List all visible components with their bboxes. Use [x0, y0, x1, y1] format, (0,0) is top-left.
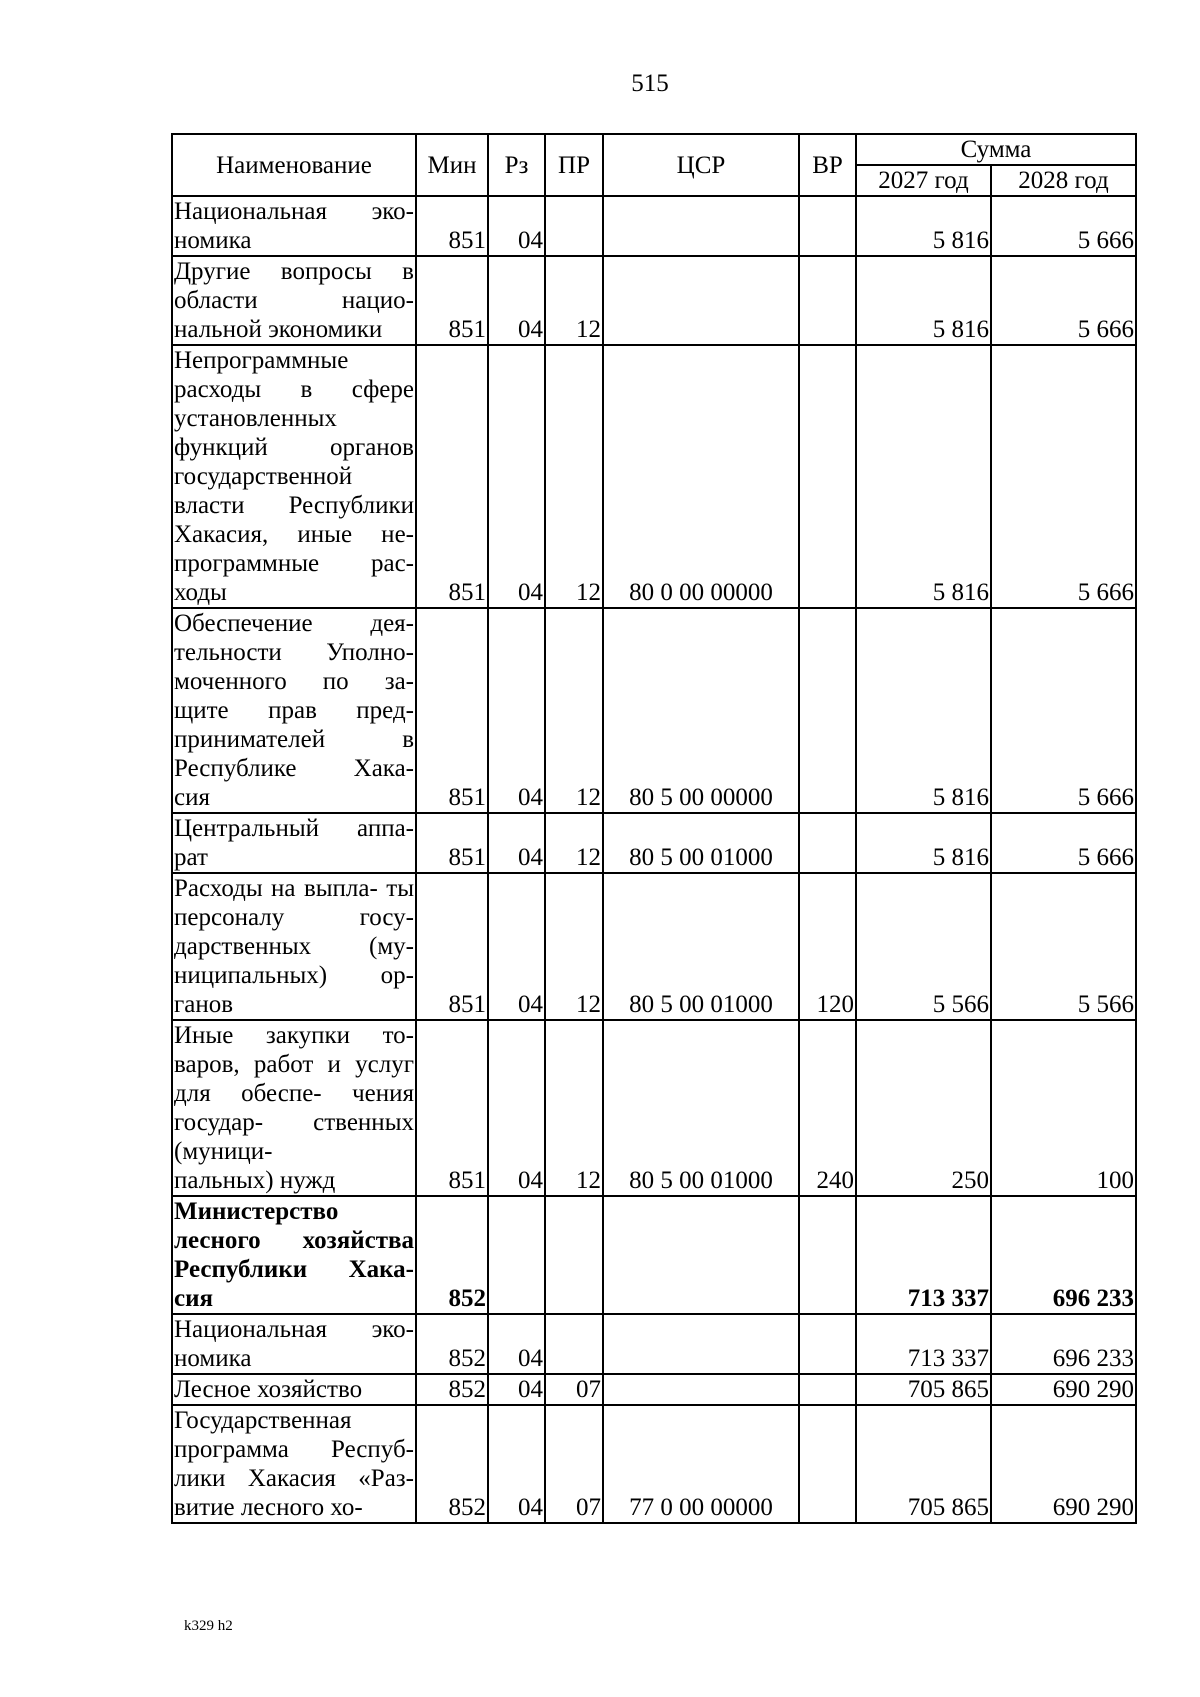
cell-csr: 80 5 00 01000: [603, 813, 799, 873]
cell-pr: 12: [545, 608, 603, 813]
header-year-2028: 2028 год: [991, 165, 1136, 196]
cell-pr: 07: [545, 1374, 603, 1405]
cell-name: [172, 345, 416, 608]
name-line: функций органов: [174, 434, 414, 461]
cell-2027: 5 816: [856, 196, 991, 256]
cell-pr: 12: [545, 813, 603, 873]
cell-name: [172, 608, 416, 813]
cell-pr: 12: [545, 1020, 603, 1196]
header-pr: ПР: [545, 134, 603, 196]
cell-min: 851: [416, 813, 488, 873]
name-line: ниципальных) ор-: [174, 962, 414, 989]
cell-2028: 5 666: [991, 196, 1136, 256]
page-number: 515: [631, 70, 669, 97]
cell-vr: [799, 256, 856, 345]
header-rz: Рз: [488, 134, 545, 196]
cell-vr: [799, 608, 856, 813]
cell-csr: [603, 1314, 799, 1374]
table-row: [172, 256, 1136, 345]
name-line: тельности Уполно-: [174, 639, 414, 666]
cell-csr: [603, 1196, 799, 1314]
name-line: лики Хакасия «Раз-: [174, 1465, 414, 1492]
name-line: чения государ-: [174, 1080, 415, 1136]
name-line: государственной: [174, 463, 353, 490]
cell-2027: 250: [856, 1020, 991, 1196]
cell-name: [172, 1196, 416, 1314]
cell-rz: 04: [488, 345, 545, 608]
cell-2027: 705 865: [856, 1405, 991, 1523]
table-body: [172, 196, 1136, 1523]
cell-2027: 5 816: [856, 345, 991, 608]
cell-rz: 04: [488, 1020, 545, 1196]
cell-2027: 5 816: [856, 608, 991, 813]
cell-2027: 705 865: [856, 1374, 991, 1405]
cell-name: [172, 873, 416, 1020]
cell-csr: 80 5 00 01000: [603, 873, 799, 1020]
cell-2028: 690 290: [991, 1374, 1136, 1405]
header-csr: ЦСР: [603, 134, 799, 196]
name-line: Лесное хозяйство: [174, 1376, 363, 1403]
name-line: услуг для обеспе-: [174, 1051, 414, 1107]
name-line: принимателей в: [174, 726, 414, 753]
cell-2028: 5 666: [991, 345, 1136, 608]
cell-pr: 12: [545, 873, 603, 1020]
name-line: власти Республики: [174, 492, 414, 519]
cell-vr: [799, 1196, 856, 1314]
cell-rz: 04: [488, 608, 545, 813]
cell-vr: 120: [799, 873, 856, 1020]
cell-name: [172, 1314, 416, 1374]
name-line: расходы в сфере: [174, 376, 414, 403]
cell-2027: 5 816: [856, 256, 991, 345]
header-min: Мин: [416, 134, 488, 196]
cell-vr: [799, 1374, 856, 1405]
cell-pr: 12: [545, 345, 603, 608]
name-line: дарственных (му-: [174, 933, 414, 960]
cell-pr: [545, 1196, 603, 1314]
header-year-2027: 2027 год: [856, 165, 991, 196]
name-line: нальной экономики: [174, 316, 383, 343]
cell-2028: 696 233: [991, 1196, 1136, 1314]
name-line: номика: [174, 1345, 252, 1372]
name-line: пальных) нужд: [174, 1167, 336, 1194]
name-line: Республики Хака-: [174, 1256, 414, 1283]
cell-min: 851: [416, 1020, 488, 1196]
name-line: рат: [174, 844, 208, 871]
cell-csr: 80 5 00 01000: [603, 1020, 799, 1196]
cell-min: 851: [416, 345, 488, 608]
cell-2028: 696 233: [991, 1314, 1136, 1374]
cell-2028: 5 666: [991, 813, 1136, 873]
cell-rz: 04: [488, 1405, 545, 1523]
footer-code: k329 h2: [184, 1618, 233, 1634]
cell-csr: 80 0 00 00000: [603, 345, 799, 608]
name-line: номика: [174, 227, 252, 254]
name-line: Другие вопросы в: [174, 258, 414, 285]
cell-min: 852: [416, 1405, 488, 1523]
name-line: Иные закупки то-: [174, 1022, 414, 1049]
cell-pr: [545, 1314, 603, 1374]
cell-name: [172, 1374, 416, 1405]
name-line: Непрограммные: [174, 347, 349, 374]
name-line: программные рас-: [174, 550, 414, 577]
cell-min: 851: [416, 256, 488, 345]
name-line: лесного хозяйства: [174, 1227, 414, 1254]
cell-vr: [799, 813, 856, 873]
cell-rz: 04: [488, 873, 545, 1020]
table-row: [172, 1374, 1136, 1405]
cell-rz: 04: [488, 196, 545, 256]
cell-2028: 100: [991, 1020, 1136, 1196]
cell-min: 851: [416, 608, 488, 813]
name-line: Министерство: [174, 1198, 339, 1225]
budget-table: [171, 133, 1137, 1524]
cell-vr: [799, 1314, 856, 1374]
table-row: [172, 1314, 1136, 1374]
name-line: области нацио-: [174, 287, 414, 314]
cell-min: 852: [416, 1196, 488, 1314]
name-line: щите прав пред-: [174, 697, 414, 724]
cell-csr: [603, 256, 799, 345]
cell-rz: 04: [488, 813, 545, 873]
name-line: Хакасия, иные не-: [174, 521, 414, 548]
cell-2028: 5 566: [991, 873, 1136, 1020]
name-line: Расходы на выпла-: [174, 875, 378, 902]
header-vr: ВР: [799, 134, 856, 196]
cell-pr: 07: [545, 1405, 603, 1523]
table-row: [172, 345, 1136, 608]
cell-vr: [799, 1405, 856, 1523]
cell-csr: [603, 196, 799, 256]
cell-2027: 713 337: [856, 1314, 991, 1374]
cell-2028: 690 290: [991, 1405, 1136, 1523]
cell-2027: 713 337: [856, 1196, 991, 1314]
name-line: установленных: [174, 405, 337, 432]
cell-pr: [545, 196, 603, 256]
cell-2028: 5 666: [991, 256, 1136, 345]
name-line: варов, работ и: [174, 1051, 341, 1078]
cell-min: 851: [416, 873, 488, 1020]
header-sum: Сумма: [856, 134, 1136, 165]
cell-name: [172, 256, 416, 345]
cell-vr: 240: [799, 1020, 856, 1196]
cell-rz: [488, 1196, 545, 1314]
table-row: [172, 813, 1136, 873]
cell-vr: [799, 196, 856, 256]
name-line: ты персоналу госу-: [174, 875, 414, 931]
table-row: [172, 873, 1136, 1020]
name-line: Центральный аппа-: [174, 815, 414, 842]
cell-2027: 5 816: [856, 813, 991, 873]
name-line: сия: [174, 784, 210, 811]
table-row: [172, 1020, 1136, 1196]
name-line: Национальная эко-: [174, 198, 414, 225]
cell-name: [172, 1020, 416, 1196]
table-row: [172, 1196, 1136, 1314]
cell-rz: 04: [488, 256, 545, 345]
table-row: [172, 608, 1136, 813]
name-line: витие лесного хо-: [174, 1494, 363, 1521]
cell-csr: 77 0 00 00000: [603, 1405, 799, 1523]
name-line: Государственная: [174, 1407, 352, 1434]
cell-rz: 04: [488, 1374, 545, 1405]
cell-csr: [603, 1374, 799, 1405]
table-row: [172, 1405, 1136, 1523]
cell-rz: 04: [488, 1314, 545, 1374]
name-line: сия: [174, 1285, 214, 1312]
name-line: Республике Хака-: [174, 755, 414, 782]
name-line: Национальная эко-: [174, 1316, 414, 1343]
name-line: ходы: [174, 579, 227, 606]
name-line: Обеспечение дея-: [174, 610, 414, 637]
cell-min: 852: [416, 1374, 488, 1405]
name-line: ганов: [174, 991, 234, 1018]
cell-min: 852: [416, 1314, 488, 1374]
cell-min: 851: [416, 196, 488, 256]
name-line: моченного по за-: [174, 668, 414, 695]
cell-name: [172, 813, 416, 873]
table-row: [172, 196, 1136, 256]
cell-2028: 5 666: [991, 608, 1136, 813]
cell-csr: 80 5 00 00000: [603, 608, 799, 813]
header-name: Наименование: [172, 134, 416, 196]
cell-vr: [799, 345, 856, 608]
cell-pr: 12: [545, 256, 603, 345]
cell-name: [172, 1405, 416, 1523]
name-line: ственных (муници-: [174, 1109, 414, 1165]
cell-name: [172, 196, 416, 256]
name-line: программа Респуб-: [174, 1436, 414, 1463]
cell-2027: 5 566: [856, 873, 991, 1020]
